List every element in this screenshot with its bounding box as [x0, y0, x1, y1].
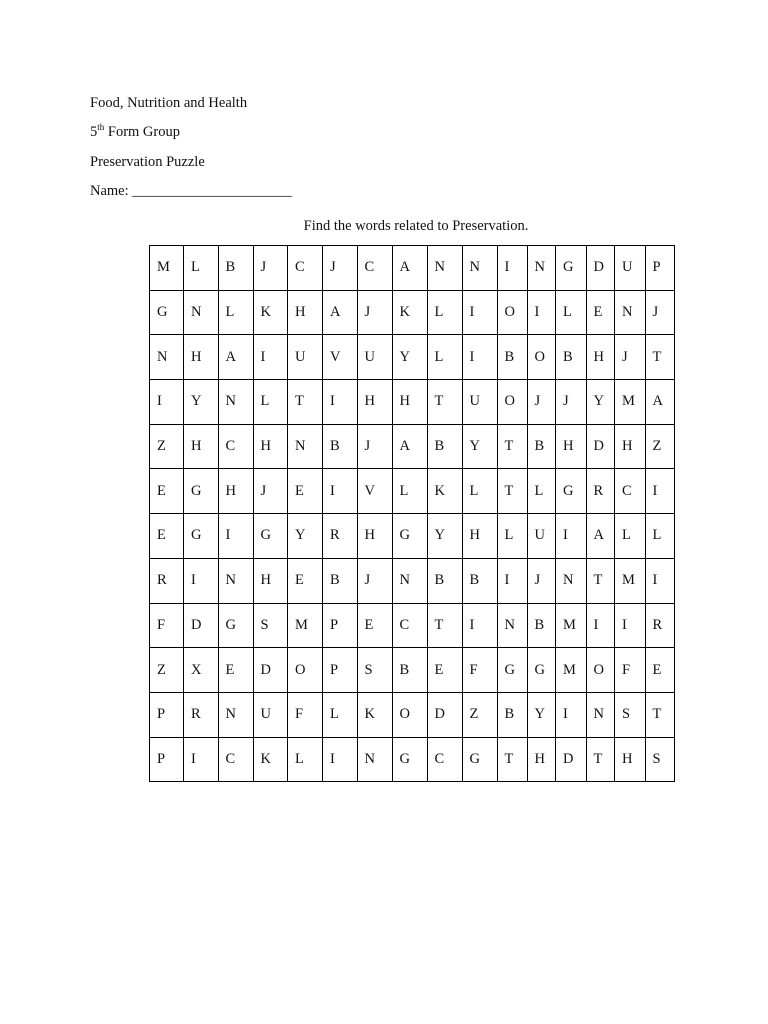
grid-cell: T — [497, 469, 527, 514]
grid-cell: E — [288, 558, 323, 603]
grid-cell: H — [357, 514, 392, 559]
grid-cell: I — [497, 246, 527, 291]
grid-cell: T — [645, 335, 674, 380]
grid-cell: P — [645, 246, 674, 291]
grid-cell: L — [427, 335, 462, 380]
grid-cell: M — [615, 380, 646, 425]
grid-cell: I — [615, 603, 646, 648]
grid-cell: K — [427, 469, 462, 514]
grid-cell: N — [556, 558, 587, 603]
grid-cell: I — [645, 469, 674, 514]
grid-cell: R — [586, 469, 615, 514]
grid-cell: I — [462, 290, 497, 335]
grid-cell: Y — [586, 380, 615, 425]
grid-cell: H — [218, 469, 253, 514]
grid-cell: J — [527, 558, 556, 603]
grid-cell: H — [615, 737, 646, 782]
grid-cell: E — [586, 290, 615, 335]
grid-cell: N — [218, 558, 253, 603]
grid-cell: L — [615, 514, 646, 559]
grid-cell: B — [556, 335, 587, 380]
grid-cell: X — [184, 648, 219, 693]
grid-cell: T — [497, 424, 527, 469]
grid-cell: S — [253, 603, 288, 648]
grid-row — [150, 603, 675, 648]
grid-cell: D — [586, 424, 615, 469]
grid-cell: I — [184, 737, 219, 782]
grid-row — [150, 737, 675, 782]
grid-cell: I — [497, 558, 527, 603]
grid-cell: A — [323, 290, 358, 335]
grid-cell: I — [586, 603, 615, 648]
grid-cell: B — [527, 603, 556, 648]
grid-cell: A — [586, 514, 615, 559]
grid-row — [150, 558, 675, 603]
grid-cell: E — [427, 648, 462, 693]
grid-cell: L — [392, 469, 427, 514]
instruction-text: Find the words related to Preservation. — [303, 218, 529, 234]
grid-cell: M — [615, 558, 646, 603]
grid-cell: A — [645, 380, 674, 425]
grid-cell: N — [218, 692, 253, 737]
grid-cell: G — [462, 737, 497, 782]
grid-cell: F — [288, 692, 323, 737]
grid-cell: P — [323, 603, 358, 648]
grid-cell: V — [323, 335, 358, 380]
grid-cell: R — [323, 514, 358, 559]
grid-cell: L — [253, 380, 288, 425]
grid-cell: R — [645, 603, 674, 648]
grid-cell: J — [556, 380, 587, 425]
grid-cell: D — [556, 737, 587, 782]
form-group-line — [90, 123, 180, 141]
grid-cell: G — [392, 737, 427, 782]
course-title: Food, Nutrition and Health — [90, 95, 248, 111]
grid-cell: J — [527, 380, 556, 425]
grid-cell: O — [392, 692, 427, 737]
grid-cell: D — [427, 692, 462, 737]
grid-cell: N — [392, 558, 427, 603]
grid-cell: N — [218, 380, 253, 425]
grid-cell: I — [218, 514, 253, 559]
grid-cell: I — [462, 603, 497, 648]
grid-cell: U — [288, 335, 323, 380]
grid-cell: P — [150, 737, 184, 782]
grid-cell: H — [615, 424, 646, 469]
grid-row — [150, 648, 675, 693]
grid-cell: E — [357, 603, 392, 648]
grid-cell: U — [615, 246, 646, 291]
grid-cell: J — [253, 469, 288, 514]
grid-cell: S — [645, 737, 674, 782]
grid-cell: B — [323, 424, 358, 469]
grid-cell: Z — [462, 692, 497, 737]
grid-cell: G — [497, 648, 527, 693]
grid-cell: M — [150, 246, 184, 291]
grid-cell: N — [527, 246, 556, 291]
form-suffix: th — [97, 122, 105, 133]
grid-cell: Y — [462, 424, 497, 469]
grid-cell: A — [392, 424, 427, 469]
grid-cell: I — [323, 380, 358, 425]
grid-cell: B — [462, 558, 497, 603]
grid-cell: J — [323, 246, 358, 291]
grid-cell: K — [253, 290, 288, 335]
grid-cell: G — [150, 290, 184, 335]
grid-cell: C — [427, 737, 462, 782]
grid-cell: L — [645, 514, 674, 559]
grid-cell: B — [497, 335, 527, 380]
grid-cell: K — [253, 737, 288, 782]
grid-cell: G — [184, 469, 219, 514]
grid-cell: S — [357, 648, 392, 693]
grid-cell: N — [184, 290, 219, 335]
grid-cell: G — [556, 469, 587, 514]
grid-cell: G — [184, 514, 219, 559]
grid-row — [150, 424, 675, 469]
grid-cell: I — [556, 692, 587, 737]
grid-cell: M — [556, 603, 587, 648]
grid-row — [150, 469, 675, 514]
form-number: 5 — [90, 124, 98, 140]
grid-cell: Y — [184, 380, 219, 425]
grid-row — [150, 335, 675, 380]
grid-cell: J — [357, 290, 392, 335]
grid-cell: H — [184, 335, 219, 380]
grid-cell: C — [392, 603, 427, 648]
grid-cell: N — [615, 290, 646, 335]
grid-cell: M — [556, 648, 587, 693]
grid-cell: T — [497, 737, 527, 782]
grid-cell: N — [150, 335, 184, 380]
grid-cell: I — [323, 737, 358, 782]
grid-cell: P — [323, 648, 358, 693]
grid-cell: I — [150, 380, 184, 425]
name-field: Name: ______________________ — [90, 183, 292, 199]
grid-row — [150, 380, 675, 425]
grid-cell: Y — [427, 514, 462, 559]
grid-cell: Y — [288, 514, 323, 559]
grid-cell: L — [462, 469, 497, 514]
grid-cell: H — [462, 514, 497, 559]
grid-cell: N — [497, 603, 527, 648]
grid-cell: E — [645, 648, 674, 693]
grid-cell: O — [497, 380, 527, 425]
grid-cell: E — [150, 469, 184, 514]
grid-cell: F — [150, 603, 184, 648]
grid-cell: N — [427, 246, 462, 291]
grid-cell: G — [218, 603, 253, 648]
grid-cell: Z — [150, 648, 184, 693]
grid-cell: H — [288, 290, 323, 335]
grid-cell: I — [253, 335, 288, 380]
grid-cell: N — [288, 424, 323, 469]
grid-cell: H — [357, 380, 392, 425]
grid-cell: I — [645, 558, 674, 603]
grid-cell: H — [253, 558, 288, 603]
grid-cell: H — [184, 424, 219, 469]
grid-cell: N — [586, 692, 615, 737]
grid-cell: A — [218, 335, 253, 380]
grid-cell: E — [218, 648, 253, 693]
grid-cell: B — [323, 558, 358, 603]
grid-cell: B — [427, 424, 462, 469]
grid-cell: I — [556, 514, 587, 559]
grid-cell: I — [323, 469, 358, 514]
grid-cell: J — [253, 246, 288, 291]
grid-cell: B — [427, 558, 462, 603]
puzzle-title: Preservation Puzzle — [90, 154, 205, 170]
grid-cell: N — [357, 737, 392, 782]
grid-cell: H — [253, 424, 288, 469]
grid-row — [150, 514, 675, 559]
grid-cell: J — [615, 335, 646, 380]
grid-cell: Z — [645, 424, 674, 469]
grid-cell: D — [586, 246, 615, 291]
grid-cell: T — [586, 558, 615, 603]
grid-cell: K — [357, 692, 392, 737]
grid-cell: U — [527, 514, 556, 559]
grid-cell: A — [392, 246, 427, 291]
grid-cell: T — [427, 380, 462, 425]
grid-cell: Y — [392, 335, 427, 380]
grid-cell: T — [645, 692, 674, 737]
grid-cell: C — [615, 469, 646, 514]
grid-cell: J — [357, 558, 392, 603]
grid-row — [150, 290, 675, 335]
grid-cell: E — [150, 514, 184, 559]
grid-cell: I — [184, 558, 219, 603]
grid-cell: I — [527, 290, 556, 335]
grid-cell: B — [497, 692, 527, 737]
grid-cell: H — [586, 335, 615, 380]
word-search-grid — [149, 245, 675, 782]
grid-cell: R — [184, 692, 219, 737]
grid-cell: L — [427, 290, 462, 335]
grid-cell: L — [527, 469, 556, 514]
grid-cell: J — [645, 290, 674, 335]
grid-cell: N — [462, 246, 497, 291]
grid-cell: C — [288, 246, 323, 291]
grid-cell: V — [357, 469, 392, 514]
grid-cell: S — [615, 692, 646, 737]
grid-cell: E — [288, 469, 323, 514]
grid-row — [150, 692, 675, 737]
grid-cell: F — [615, 648, 646, 693]
grid-cell: R — [150, 558, 184, 603]
grid-cell: L — [497, 514, 527, 559]
grid-cell: O — [586, 648, 615, 693]
grid-cell: U — [462, 380, 497, 425]
grid-cell: U — [253, 692, 288, 737]
grid-cell: B — [527, 424, 556, 469]
grid-cell: C — [357, 246, 392, 291]
grid-cell: T — [427, 603, 462, 648]
grid-cell: G — [392, 514, 427, 559]
grid-cell: L — [556, 290, 587, 335]
grid-cell: O — [527, 335, 556, 380]
grid-cell: M — [288, 603, 323, 648]
grid-cell: B — [392, 648, 427, 693]
grid-cell: L — [323, 692, 358, 737]
grid-cell: T — [288, 380, 323, 425]
grid-cell: H — [392, 380, 427, 425]
grid-cell: F — [462, 648, 497, 693]
grid-cell: T — [586, 737, 615, 782]
grid-cell: C — [218, 424, 253, 469]
grid-row — [150, 246, 675, 291]
grid-cell: Z — [150, 424, 184, 469]
grid-cell: O — [288, 648, 323, 693]
form-group-label: Form Group — [104, 124, 180, 140]
grid-cell: B — [218, 246, 253, 291]
grid-cell: K — [392, 290, 427, 335]
grid-cell: G — [556, 246, 587, 291]
grid-cell: I — [462, 335, 497, 380]
grid-cell: H — [556, 424, 587, 469]
grid-cell: U — [357, 335, 392, 380]
grid-cell: Y — [527, 692, 556, 737]
grid-cell: O — [497, 290, 527, 335]
grid-cell: L — [288, 737, 323, 782]
grid-cell: L — [218, 290, 253, 335]
grid-cell: L — [184, 246, 219, 291]
grid-cell: G — [527, 648, 556, 693]
grid-cell: D — [184, 603, 219, 648]
grid-cell: D — [253, 648, 288, 693]
grid-cell: G — [253, 514, 288, 559]
grid-cell: J — [357, 424, 392, 469]
grid-cell: P — [150, 692, 184, 737]
grid-cell: C — [218, 737, 253, 782]
grid-cell: H — [527, 737, 556, 782]
